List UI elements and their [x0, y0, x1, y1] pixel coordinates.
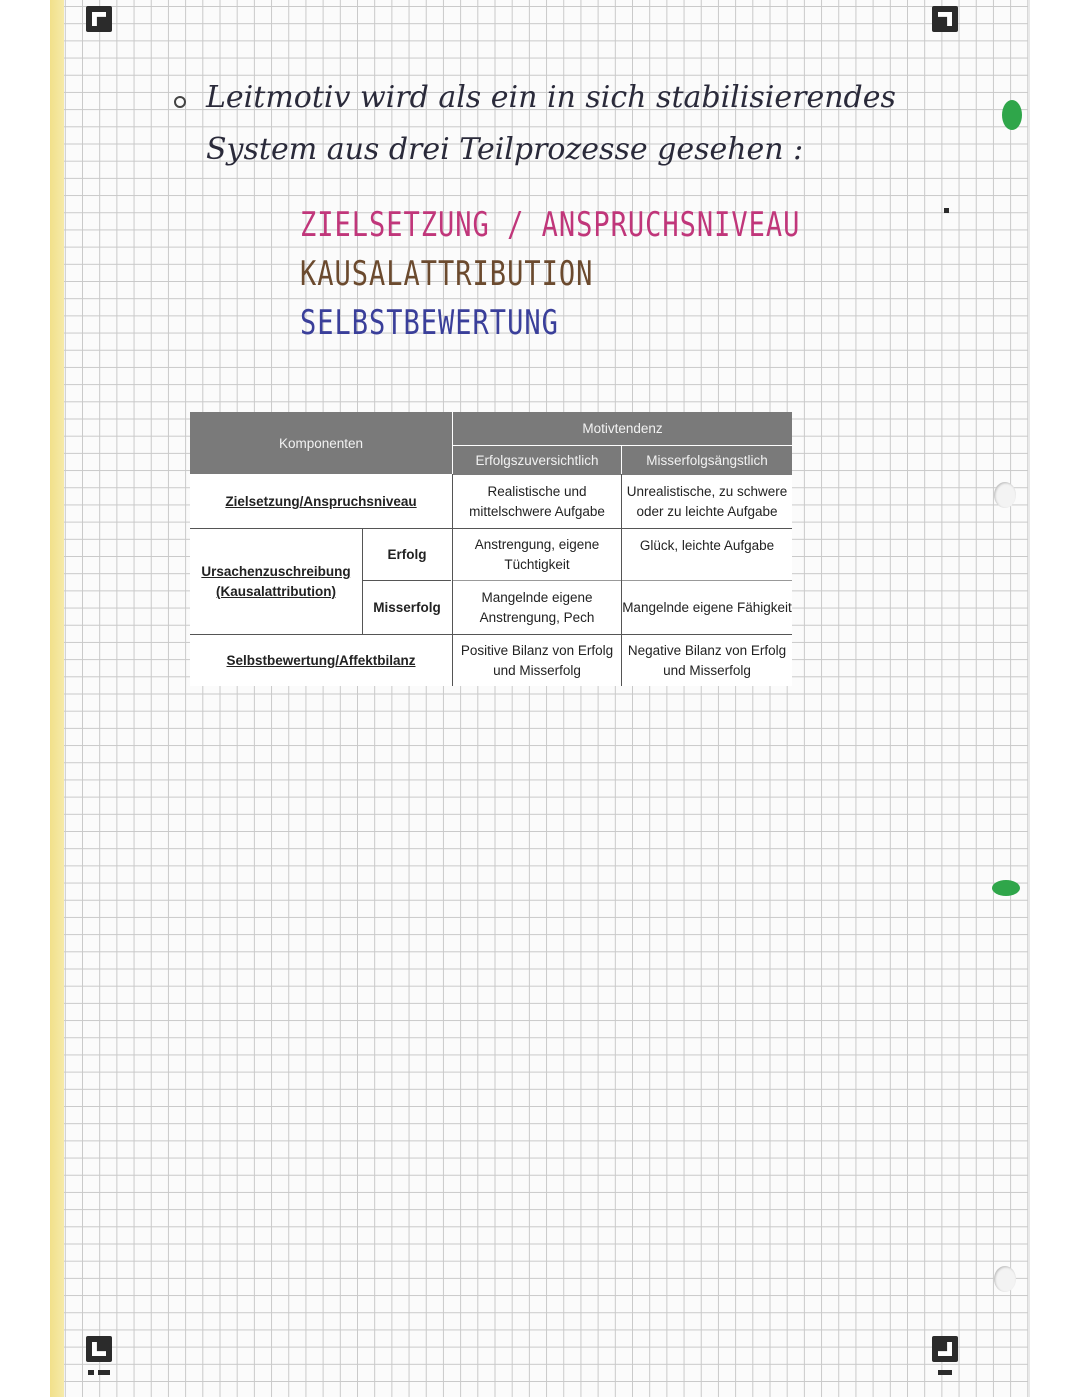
note-line-2: System aus drei Teilprozesse gesehen : [206, 132, 804, 167]
marker-dash [938, 1370, 952, 1375]
header-motive-tendency: Motivtendenz [453, 412, 792, 445]
marker-dash [88, 1370, 94, 1375]
cell-eval-failure: Negative Bilanz von Erfolg und Misserfolg [627, 643, 787, 678]
header-success-oriented: Erfolgszuversichtlich [453, 446, 621, 475]
sub-label-success: Erfolg [387, 547, 427, 562]
table-divider [363, 580, 451, 581]
row-label-goal-setting: Zielsetzung/Anspruchsniveau [225, 494, 417, 509]
table-divider [452, 474, 453, 686]
corner-marker-icon [86, 1336, 112, 1362]
header-components: Komponenten [190, 412, 452, 474]
process-self-evaluation: SELBSTBEWERTUNG [300, 304, 559, 343]
table-divider [362, 528, 363, 634]
corner-marker-icon [932, 6, 958, 32]
table-divider [190, 634, 792, 635]
punch-hole [994, 482, 1016, 508]
corner-marker-icon [932, 1336, 958, 1362]
bullet-point [174, 96, 186, 108]
paper-edge-highlight [50, 0, 64, 1397]
table-divider [190, 528, 792, 529]
punch-hole [994, 1266, 1016, 1292]
table-divider [453, 580, 792, 581]
table-divider [621, 474, 622, 686]
note-line-1: Leitmotiv wird als ein in sich stabilisierendes [206, 80, 896, 115]
row-label-self-evaluation: Selbstbewertung/Affektbilanz [226, 653, 416, 668]
motive-table [190, 412, 792, 686]
green-tab-icon [1002, 100, 1022, 130]
process-goal-setting: ZIELSETZUNG / ANSPRUCHSNIVEAU [300, 206, 801, 245]
corner-marker-icon [86, 6, 112, 32]
cell-attr-success-success: Anstrengung, eigene Tüchtigkeit [474, 537, 600, 572]
cell-attr-failure-success: Mangelnde eigene Anstrengung, Pech [479, 590, 595, 625]
cell-eval-success: Positive Bilanz von Erfolg und Misserfolg [460, 643, 614, 678]
cell-goal-failure: Unrealistische, zu schwere oder zu leichte Aufgabe [626, 484, 788, 519]
green-tab-icon [992, 880, 1020, 896]
header-failure-anxious: Misserfolgsängstlich [622, 446, 792, 475]
cell-goal-success: Realistische und mittelschwere Aufgabe [469, 484, 605, 519]
marker-dash [944, 208, 949, 213]
sub-label-failure: Misserfolg [373, 600, 441, 615]
marker-dash [98, 1370, 110, 1375]
process-causal-attribution: KAUSALATTRIBUTION [300, 255, 594, 294]
cell-attr-failure-failure: Mangelnde eigene Fähigkeit [622, 600, 792, 615]
cell-attr-success-failure: Glück, leichte Aufgabe [639, 538, 775, 553]
row-label-attribution: Ursachenzuschreibung (Kausalattribution) [201, 564, 351, 599]
